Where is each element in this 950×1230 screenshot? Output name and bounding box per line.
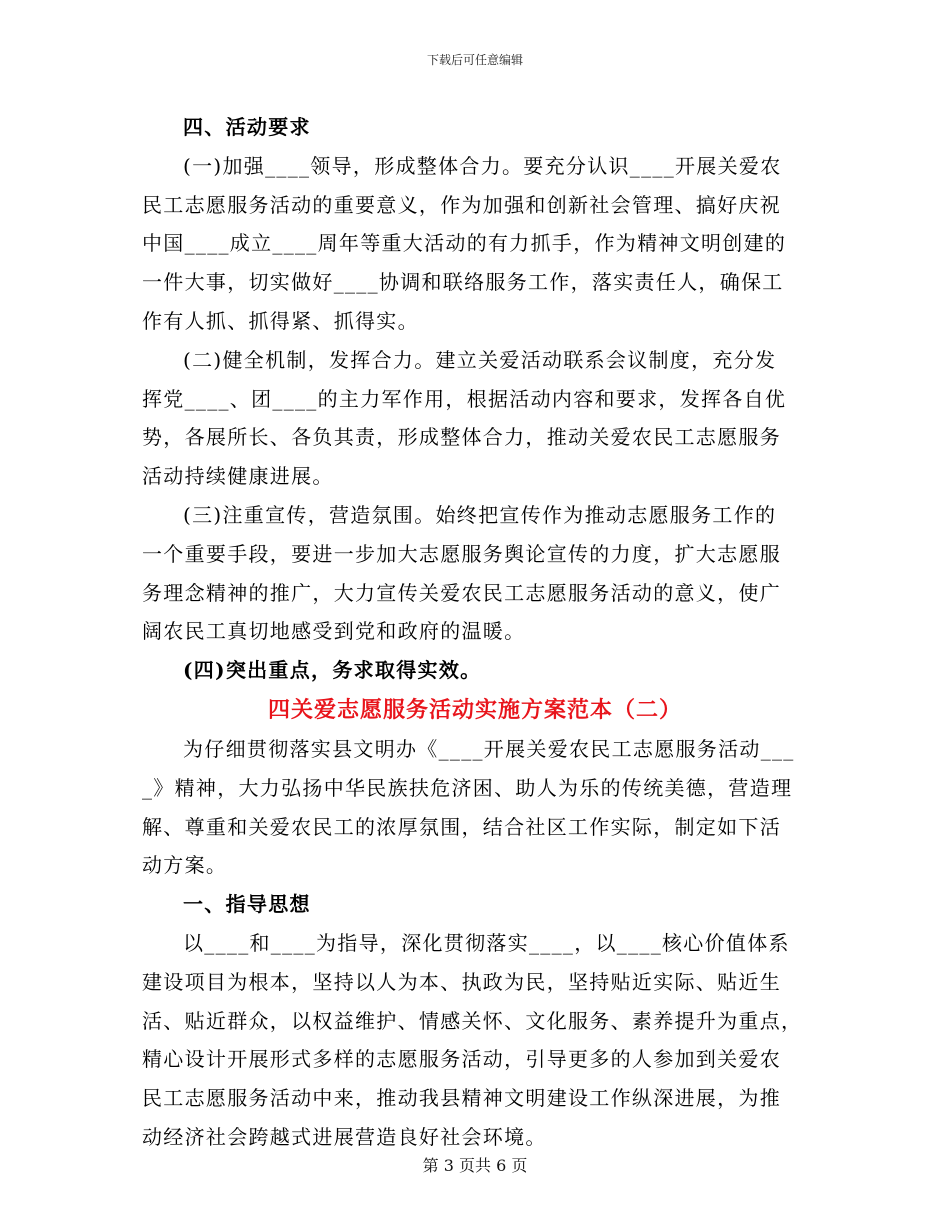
paragraph-line: 以____和____为指导，深化贯彻落实____，以____核心价值体系	[183, 930, 790, 955]
paragraph-line: 建设项目为根本，坚持以人为本、执政为民，坚持贴近实际、贴近生	[142, 969, 781, 994]
paragraph-line: _》精神，大力弘扬中华民族扶危济困、助人为乐的传统美德，营造理	[142, 775, 793, 800]
paragraph-line: 活动持续健康进展。	[142, 464, 334, 489]
paragraph-line: 动方案。	[142, 853, 228, 878]
page-header: 下载后可任意编辑	[426, 53, 523, 67]
paragraph-line: 一个重要手段，要进一步加大志愿服务舆论宣传的力度，扩大志愿服	[142, 541, 781, 566]
page-footer: 第 3 页共 6 页	[422, 1156, 528, 1175]
paragraph-line: 活、贴近群众，以权益维护、情感关怀、文化服务、素养提升为重点，	[142, 1008, 803, 1033]
paragraph-line: 民工志愿服务活动中来，推动我县精神文明建设工作纵深进展，为推	[142, 1086, 781, 1111]
document-title: 四关爱志愿服务活动实施方案范本（二）	[267, 696, 682, 723]
paragraph-line: (二)健全机制，发挥合力。建立关爱活动联系会议制度，充分发	[183, 347, 777, 372]
paragraph-line: (一)加强____领导，形成整体合力。要充分认识____开展关爱农	[183, 153, 782, 178]
section-subheading: (四)突出重点，务求取得实效。	[183, 658, 482, 683]
paragraph-line: 民工志愿服务活动的重要意义，作为加强和创新社会管理、搞好庆祝	[142, 192, 781, 217]
paragraph-line: 阔农民工真切地感受到党和政府的温暖。	[142, 619, 526, 644]
paragraph-line: 挥党____、团____的主力军作用，根据活动内容和要求，发挥各自优	[142, 386, 787, 411]
paragraph-line: 一件大事，切实做好____协调和联络服务工作，落实责任人，确保工	[142, 270, 784, 295]
paragraph-line: 动经济社会跨越式进展营造良好社会环境。	[142, 1124, 547, 1149]
paragraph-line: (三)注重宣传，营造氛围。始终把宣传作为推动志愿服务工作的	[183, 502, 777, 527]
paragraph-line: 势，各展所长、各负其责，形成整体合力，推动关爱农民工志愿服务	[142, 425, 781, 450]
section-heading-guiding-thought: 一、指导思想	[183, 892, 311, 917]
document-body	[142, 108, 808, 1157]
paragraph-line: 精心设计开展形式多样的志愿服务活动，引导更多的人参加到关爱农	[142, 1047, 781, 1072]
paragraph-line: 为仔细贯彻落实县文明办《____开展关爱农民工志愿服务活动___	[183, 736, 795, 761]
paragraph-line: 务理念精神的推广，大力宣传关爱农民工志愿服务活动的意义，使广	[142, 580, 781, 605]
paragraph-line: 解、尊重和关爱农民工的浓厚氛围，结合社区工作实际，制定如下活	[142, 814, 781, 839]
paragraph-line: 作有人抓、抓得紧、抓得实。	[142, 308, 419, 333]
section-heading-requirements: 四、活动要求	[183, 115, 311, 139]
paragraph-line: 中国____成立____周年等重大活动的有力抓手，作为精神文明创建的	[142, 231, 787, 256]
